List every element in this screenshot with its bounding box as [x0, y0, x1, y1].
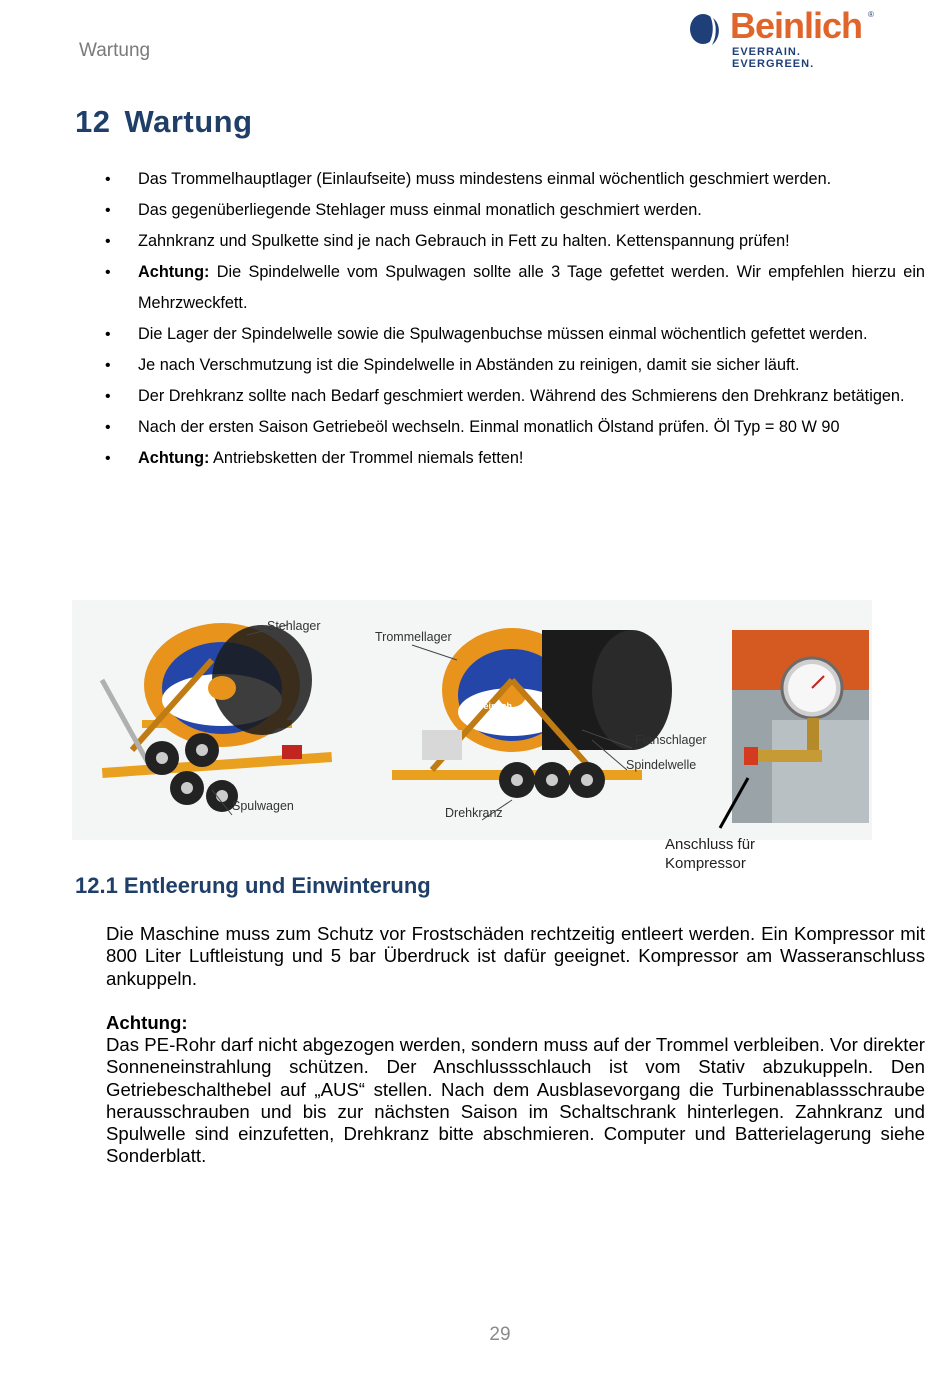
warning-paragraph: Das PE-Rohr darf nicht abgezogen werden, sondern muss auf der Trommel verbleiben. Vor direkter Sonneneinstrahlung schützen. Der Anschlussschlauch ist vom Stativ abzukuppeln. Den Getriebeschalthebel auf „AUS“ stellen. Nach dem Ausblasevorgang die Turbinenablassschraube herausschrauben und bis zur nächsten Saison im Schaltschrank hinterlegen. Zahnkranz und Spulwelle sind einzufetten, Drehkranz bitte abschmieren. Computer und Batterielagerung siehe Sonderblatt.	[106, 1034, 925, 1167]
compressor-connection-photo	[720, 630, 869, 828]
label-stehlager: Stehlager	[267, 619, 321, 633]
label-trommellager: Trommellager	[375, 630, 452, 644]
logo-registered-mark: ®	[868, 10, 874, 19]
machine-figure	[72, 600, 872, 840]
list-item: • Der Drehkranz sollte nach Bedarf geschmiert werden. Während des Schmierens den Drehkranz betätigen.	[105, 381, 925, 412]
chapter-title: Wartung	[124, 104, 253, 139]
label-drehkranz: Drehkranz	[445, 806, 503, 820]
warning-heading: Achtung:	[106, 1012, 188, 1033]
list-item: • Achtung: Antriebsketten der Trommel niemals fetten!	[105, 443, 925, 474]
maintenance-list	[105, 164, 925, 474]
list-item: • Achtung: Die Spindelwelle vom Spulwagen sollte alle 3 Tage gefettet werden. Wir empfehlen hierzu ein Mehrzweckfett.	[105, 257, 925, 319]
brand-logo	[688, 5, 878, 70]
logo-tagline: EVERRAIN. EVERGREEN.	[732, 46, 815, 70]
list-item: • Nach der ersten Saison Getriebeöl wechseln. Einmal monatlich Ölstand prüfen. Öl Typ = 80 W 90	[105, 412, 925, 443]
section-heading: 12.1 Entleerung und Einwinterung	[75, 873, 431, 898]
drum-brand-label: Beinlich	[477, 701, 513, 711]
chapter-number: 12	[75, 104, 111, 139]
list-item: • Je nach Verschmutzung ist die Spindelwelle in Abständen zu reinigen, damit sie sicher läuft.	[105, 350, 925, 381]
figure-caption: Anschluss für Kompressor	[665, 836, 756, 872]
hose-reel-illustration	[72, 600, 872, 840]
running-header: Wartung	[79, 40, 151, 61]
page-number: 29	[489, 1324, 511, 1345]
drainage-paragraph: Die Maschine muss zum Schutz vor Frostschäden rechtzeitig entleert werden. Ein Kompressor mit 800 Liter Luftleistung und 5 bar Überdruck ist dafür geeignet. Kompressor am Wasseranschluss ankuppeln.	[106, 923, 925, 989]
list-item: • Das Trommelhauptlager (Einlaufseite) muss mindestens einmal wöchentlich geschmiert werden.	[105, 164, 925, 195]
label-spulwagen: Spulwagen	[232, 799, 294, 813]
label-spindelwelle: Spindelwelle	[626, 758, 697, 772]
logo-mark-icon	[688, 12, 724, 46]
list-item: • Die Lager der Spindelwelle sowie die Spulwagenbuchse müssen einmal wöchentlich gefettet werden.	[105, 319, 925, 350]
chapter-heading	[75, 104, 253, 140]
logo-wordmark: Beinlich	[730, 5, 863, 46]
label-flanschlager: Flanschlager	[635, 733, 707, 747]
list-item: • Das gegenüberliegende Stehlager muss einmal monatlich geschmiert werden.	[105, 195, 925, 226]
list-item: • Zahnkranz und Spulkette sind je nach Gebrauch in Fett zu halten. Kettenspannung prüfen!	[105, 226, 925, 257]
